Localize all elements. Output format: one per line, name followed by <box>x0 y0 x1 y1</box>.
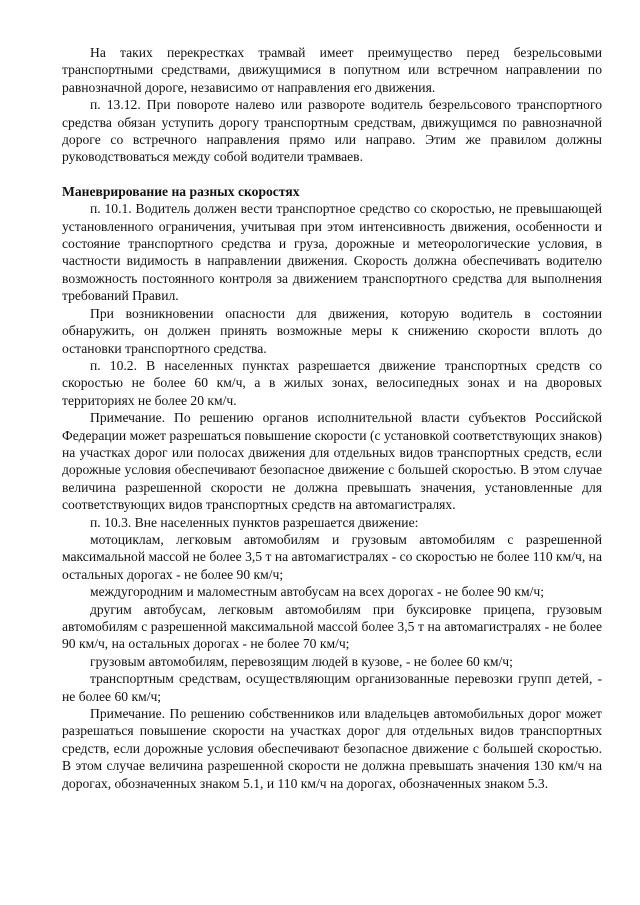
paragraph-note-10-2: Примечание. По решению органов исполнительной власти субъектов Российской Федерации может разрешаться повышение скорости (с установкой соответствующих знаков) на участках дорог или полосах движения для отдельных видов транспортных средств, если дорожные условия обеспечивают безопасное движение с большей скоростью. В этом случае величина разрешенной скорости не должна превышать значения, установленные для соответствующих видов транспортных средств на автомагистралях. <box>62 410 602 513</box>
paragraph-13-12: п. 13.12. При повороте налево или развороте водитель безрельсового транспортного средства обязан уступить дорогу транспортным средствам, движущимся по равнозначной дороге со встречного направления прямо или направо. Этим же правилом должны руководствоваться между собой водители трамваев. <box>62 97 602 165</box>
paragraph-10-2: п. 10.2. В населенных пунктах разрешается движение транспортных средств со скоростью не более 60 км/ч, а в жилых зонах, велосипедных зонах и на дворовых территориях не более 20 км/ч. <box>62 357 602 408</box>
list-item-motorcycles: мотоциклам, легковым автомобилям и грузовым автомобилям с разрешенной максимальной массой не более 3,5 т на автомагистралях - со скоростью не более 110 км/ч, на остальных дорогах - не более 90 км/ч; <box>62 531 602 582</box>
list-item-children-transport: транспортным средствам, осуществляющим организованные перевозки групп детей, - не более 60 км/ч; <box>62 671 602 704</box>
paragraph-10-1: п. 10.1. Водитель должен вести транспортное средство со скоростью, не превышающей установленного ограничения, учитывая при этом интенсивность движения, особенности и состояние транспортного средства и груза, дорожные и метеорологические условия, в частности видимость в направлении движения. Скорость должна обеспечивать водителю возможность постоянного контроля за движением транспортного средства для выполнения требований Правил. <box>62 201 602 304</box>
paragraph-tram-priority: На таких перекрестках трамвай имеет преимущество перед безрельсовыми транспортными средствами, движущимися в попутном или встречном направлении по равнозначной дороге, независимо от направления его движения. <box>62 45 602 95</box>
paragraph-note-10-3: Примечание. По решению собственников или владельцев автомобильных дорог может разрешаться повышение скорости на участках дорог для отдельных видов транспортных средств, если дорожные условия обеспечивают безопасное движение с большей скоростью. В этом случае величина разрешенной скорости не должна превышать значения 130 км/ч на дорогах, обозначенных знаком 5.1, и 110 км/ч на дорогах, обозначенных знаком 5.3. <box>62 706 602 791</box>
document-page <box>62 44 602 792</box>
section-heading: Маневрирование на разных скоростях <box>62 183 300 199</box>
list-item-other-buses: другим автобусам, легковым автомобилям при буксировке прицепа, грузовым автомобилям с разрешенной максимальной массой более 3,5 т на автомагистралях - не более 90 км/ч, на остальных дорогах - не более 70 км/ч; <box>62 601 602 652</box>
paragraph-10-3: п. 10.3. Вне населенных пунктов разрешается движение: <box>90 514 419 530</box>
paragraph-danger: При возникновении опасности для движения, которую водитель в состоянии обнаружить, он должен принять возможные меры к снижению скорости вплоть до остановки транспортного средства. <box>62 305 602 356</box>
list-item-intercity-buses: междугородним и маломестным автобусам на всех дорогах - не более 90 км/ч; <box>90 584 544 600</box>
list-item-trucks-people: грузовым автомобилям, перевозящим людей в кузове, - не более 60 км/ч; <box>90 653 513 669</box>
